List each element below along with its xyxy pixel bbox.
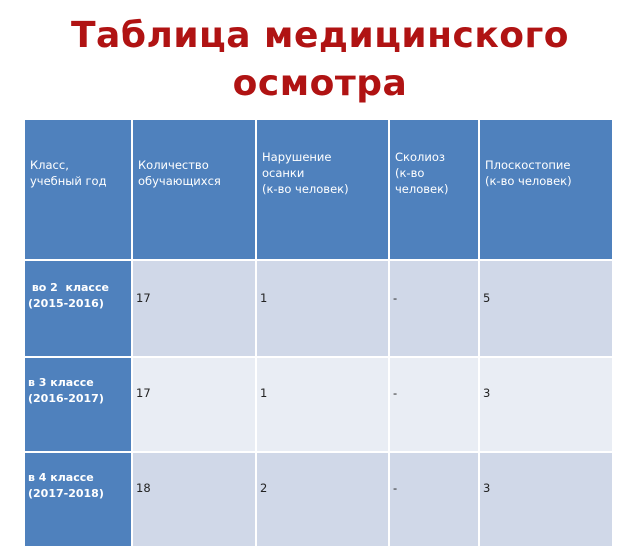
row-school-year: (2017-2018) xyxy=(28,487,104,500)
flat-feet-cell: 3 xyxy=(479,357,613,452)
posture-cell: 1 xyxy=(256,357,389,452)
students-count-cell: 17 xyxy=(132,357,256,452)
row-class-cell xyxy=(24,260,132,357)
posture-cell: 1 xyxy=(256,260,389,357)
scoliosis-cell: - xyxy=(389,357,479,452)
posture-cell: 2 xyxy=(256,452,389,547)
header-scoliosis: Сколиоз (к-во человек) xyxy=(389,119,479,260)
row-class-cell xyxy=(24,357,132,452)
header-posture-disorder: Нарушение осанки (к-во человек) xyxy=(256,119,389,260)
medical-exam-table xyxy=(23,118,614,548)
table-header-row xyxy=(24,119,613,260)
students-count-cell: 17 xyxy=(132,260,256,357)
row-class-label: во 2 классе xyxy=(28,281,109,294)
row-class-label: в 3 классе xyxy=(28,376,94,389)
flat-feet-cell: 3 xyxy=(479,452,613,547)
row-class-cell xyxy=(24,452,132,547)
flat-feet-cell: 5 xyxy=(479,260,613,357)
title-line-2: осмотра xyxy=(232,63,408,104)
row-class-label: в 4 классе xyxy=(28,471,94,484)
page-title xyxy=(0,12,640,108)
table-row xyxy=(24,452,613,547)
title-line-1: Таблица медицинского xyxy=(70,15,570,56)
table-row xyxy=(24,260,613,357)
scoliosis-cell: - xyxy=(389,452,479,547)
header-flat-feet: Плоскостопие (к-во человек) xyxy=(479,119,613,260)
scoliosis-cell: - xyxy=(389,260,479,357)
header-class-year: Класс, учебный год xyxy=(24,119,132,260)
row-school-year: (2016-2017) xyxy=(28,392,104,405)
students-count-cell: 18 xyxy=(132,452,256,547)
table-row xyxy=(24,357,613,452)
row-school-year: (2015-2016) xyxy=(28,297,104,310)
header-students-count: Количество обучающихся xyxy=(132,119,256,260)
